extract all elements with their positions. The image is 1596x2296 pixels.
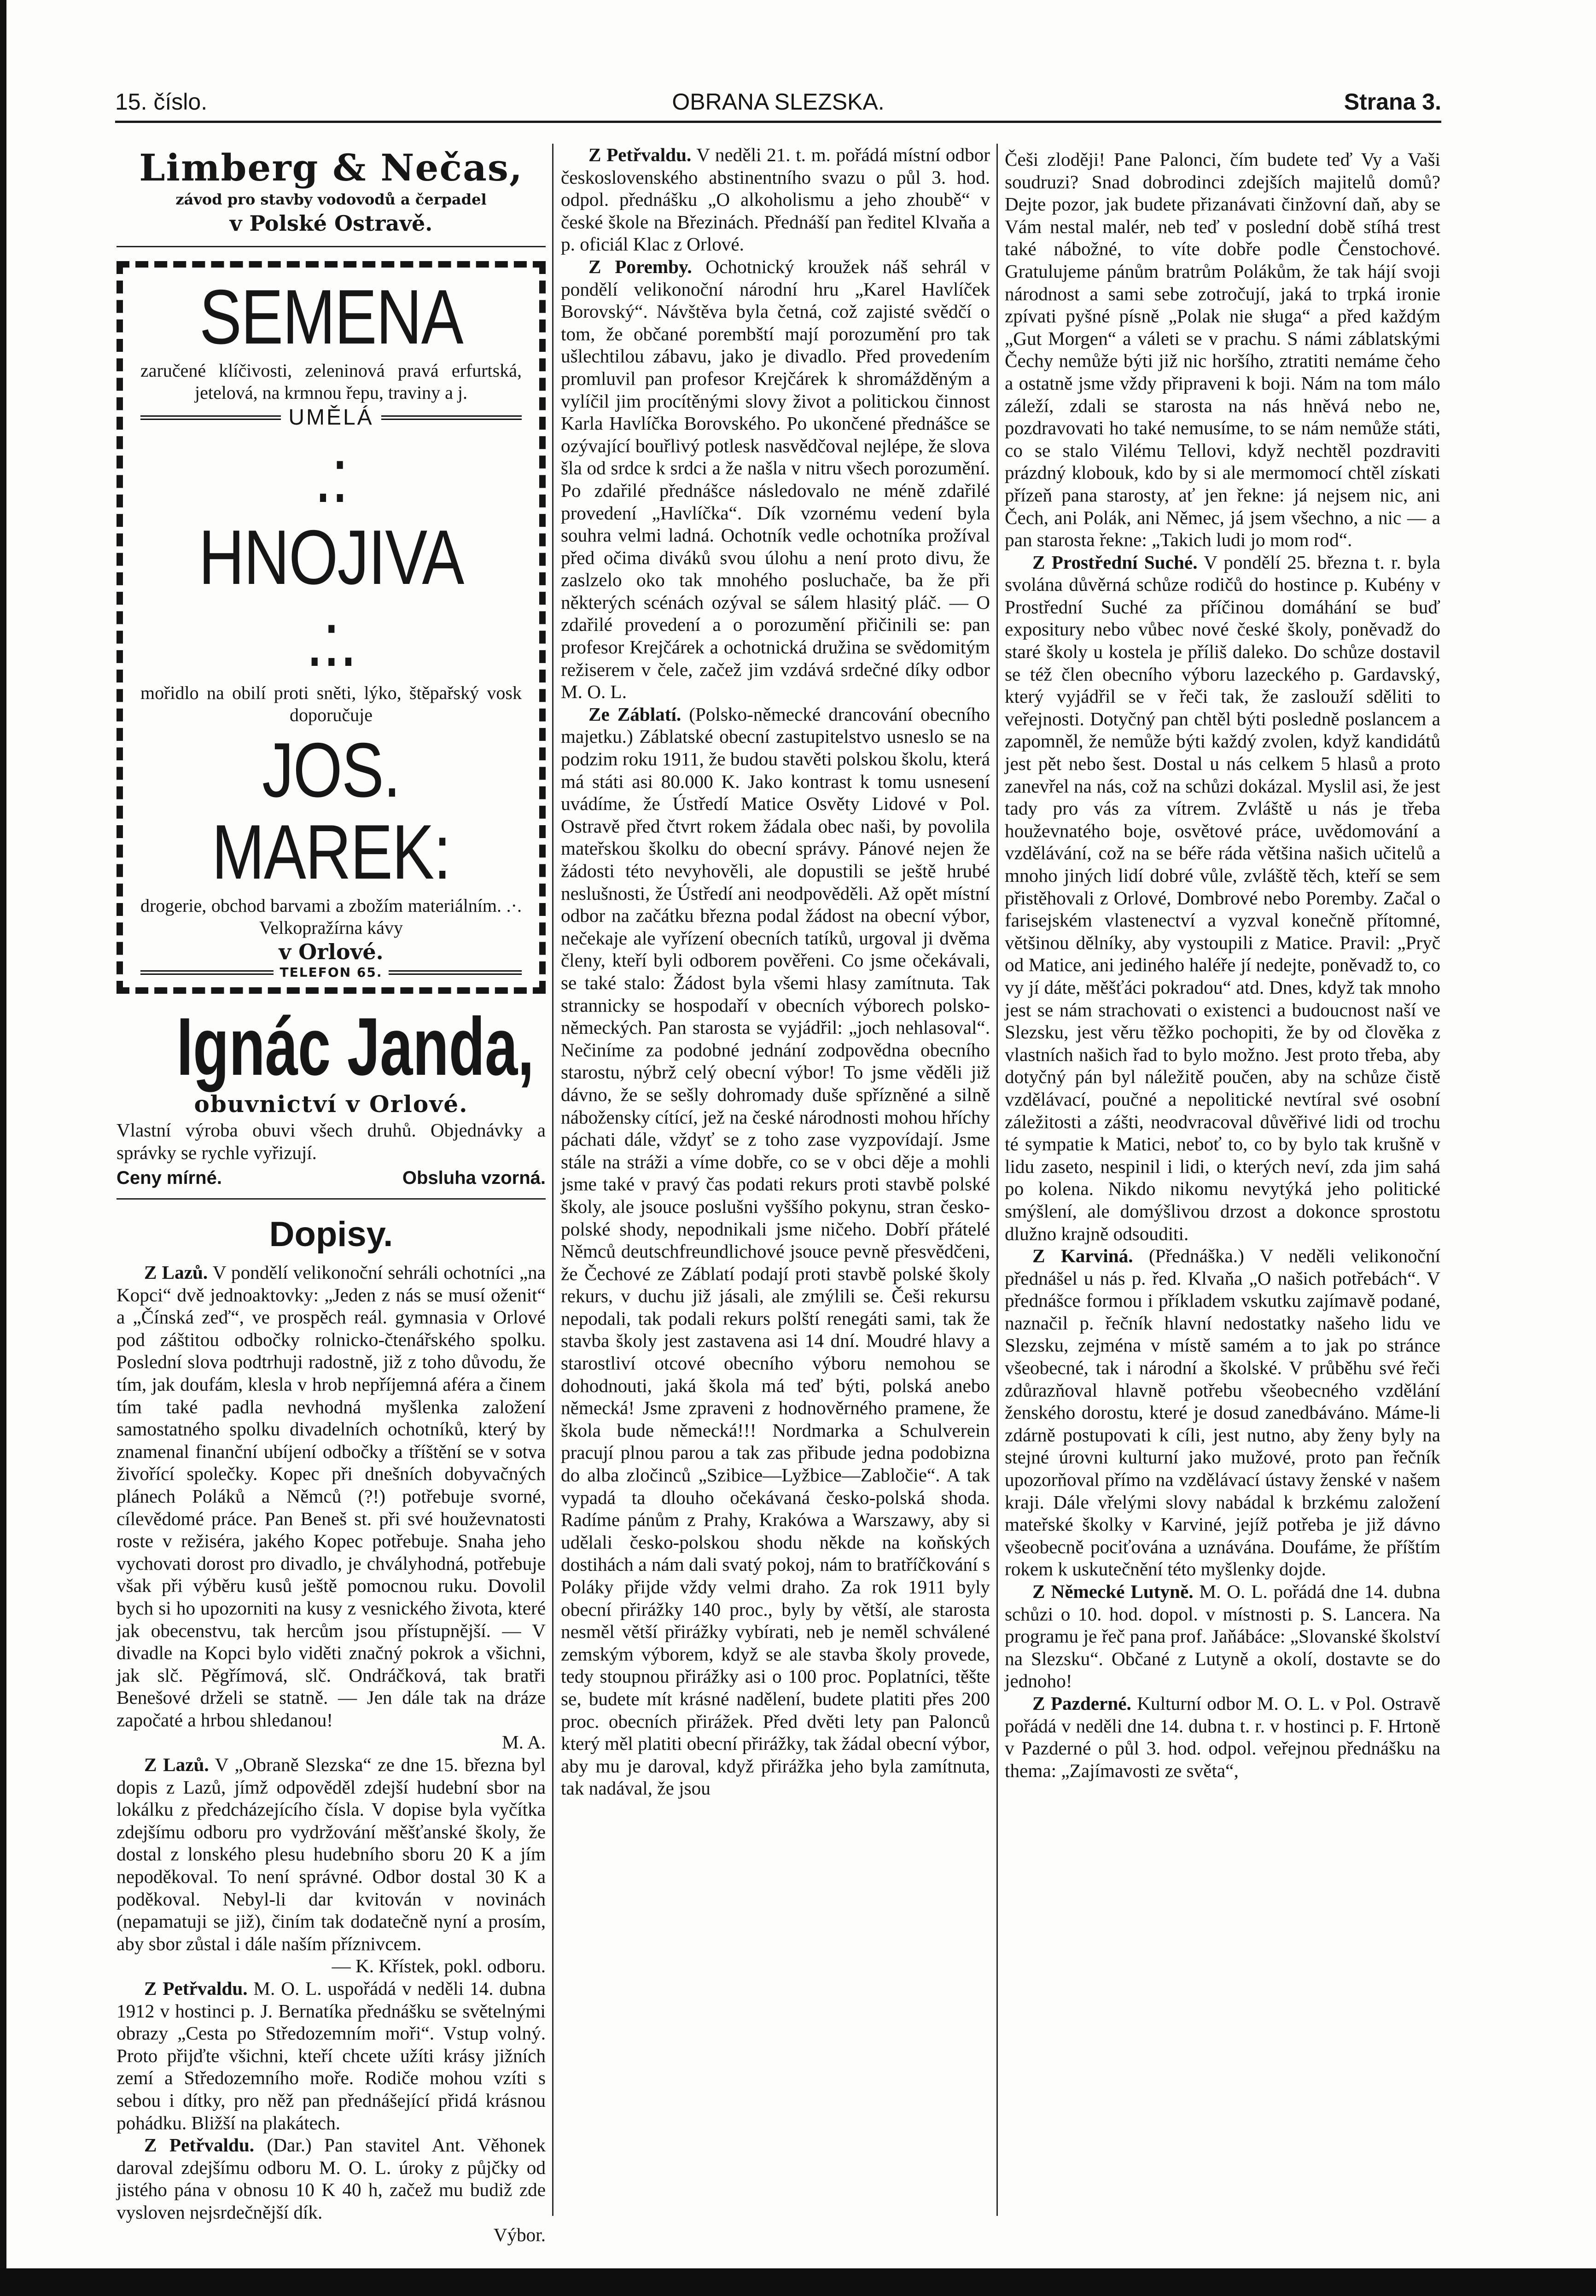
article-body — [561, 144, 990, 256]
article-text: M. O. L. pořádá dne 14. dubna schůzi o 10. hod. dopol. v místnosti p. S. Lancera. Na programu je řeč pana prof. Jaňábáce: „Slovanské školství na Slezsku“. Občané z Lutyně a okolí, dostavte se do jednoho! — [1005, 1581, 1441, 1692]
ad-janda-trade: obuvnictví v Orlové. — [194, 1090, 468, 1118]
article-place: Z Německé Lutyně. — [1032, 1581, 1194, 1602]
scan-bottom-edge — [0, 2268, 1596, 2296]
ad-marek — [116, 261, 546, 994]
article — [561, 144, 990, 256]
article-text: M. O. L. uspořádá v neděli 14. dubna 1912 v hostinci p. J. Bernatíka přednášku se světelnými obrazy „Cesta po Středozemním moři“. Vstup volný. Proto přijďte všichni, kteří chcete užíti krásy jižních zemí a Středozemního moře. Rodiče mohou vzíti s sebou i dítky, pro něž pan přednášející přidá krásnou pohádku. Bližší na plakátech. — [116, 1978, 546, 2133]
article-text: Češi zloději! Pane Palonci, čím budete teď Vy a Vaši soudruzi? Snad dobrodinci zdejších majitelů domů? Dejte pozor, jak budete přizanávati činžovní daň, aby se Vám nestal malér, neb teď v poslední době stíhá trest také nábožné, to víte dobře podle Čenstochové. Gratulujeme pánům bratrům Polákům, že tak hájí svoji národnost a sami sebe zotročují, jaká to trpká ironie zpívati pyšné písně „Polak nie sługa“ a před každým „Gut Morgen“ a váleti se v prachu. S námi záblatskými Čechy nemůže býti již nic horšího, ztratiti nemáme čeho a ostatně jsme vždy připraveni k boji. Nám na tom málo záleží, zdali se starosta na nás hněvá nebo ne, pozdravovati ho také nemusíme, to se nám nemůže státi, co se stalo Vilému Tellovi, když nechtěl pozdraviti prázdný klobouk, kdo by si ale mermomocí chtěl získati přízeň pana starosty, ať jen řekne: já nejsem nic, ani Čech, ani Polák, ani Němec, já jsem všechno, a nic — a pan starosta řekne: „Takich ludi jo mom rod“. — [1005, 149, 1440, 551]
ad-limberg-necas — [116, 146, 546, 247]
column-rule-1 — [552, 144, 553, 2216]
article-body — [1005, 1692, 1440, 1782]
article-body — [1005, 1245, 1440, 1580]
ad-firm-city: v Polské Ostravě. — [229, 211, 433, 236]
ad-artificial-text: UMĚLÁ — [288, 405, 374, 430]
article-place: Z Petřvaldu. — [144, 1978, 248, 1999]
ad-janda-service: Obsluha vzorná. — [402, 1168, 546, 1188]
ad-artificial-label — [140, 404, 522, 431]
column-left — [116, 144, 546, 2246]
article — [1005, 551, 1440, 1245]
article-body — [561, 256, 990, 703]
column-right — [1005, 148, 1440, 1782]
scan-left-edge — [0, 0, 6, 2296]
article — [1005, 1245, 1440, 1580]
article — [561, 703, 990, 1800]
article-place: Z Lazů. — [144, 1754, 209, 1776]
ad-janda-text: Vlastní výroba obuvi všech druhů. Objednávky a správky se rychle vyřizují. — [116, 1119, 546, 1163]
ad-phone-text: TELEFON 65. — [280, 965, 383, 980]
page-header — [115, 88, 1441, 117]
column-rule-2 — [996, 144, 998, 2216]
article — [116, 1261, 546, 1754]
article-place: Z Karviná. — [1032, 1245, 1133, 1267]
article-text: Ochotnický kroužek náš sehrál v pondělí velikonoční národní hru „Karel Havlíček Borovský“. Návštěva byla četná, což zajisté svědčí o tom, že občané porembští mají porozumění pro tak ušlechtilou zábavu, jako je divadlo. Před provedením promluvil pan profesor Krejčárek k shromážděným a vylíčil jim procítěnými slovy život a politickou činnost Karla Havlíčka Borovského. Po ukončené přednášce se ozývající bouřlivý potlesk nasvědčoval nejlépe, že slova šla od srdce k srdci a že našla v nitru všech porozumění. Po zdařilé přednášce následovalo ne méně zdařilé provedení „Havlíčka“. Dík vzornému vedení byla souhra velmi ladná. Ochotník vedle ochotníka prožíval před očima diváků svou úlohu a není proto divu, že zaslzelo oko tak mnohého posluchače, ba že při některých scénách ozýval se sálem hlasitý pláč. — O zdařilé provedení a o porozumění přičinili se: pan profesor Krejčárek a ochotnická družina se svědomitým režiserem v čele, začež jim vzdává srdečné díky odbor M. O. L. — [561, 256, 990, 703]
article-place: Ze Záblatí. — [588, 703, 682, 725]
ad-divider — [389, 970, 522, 975]
article-text: (Přednáška.) V neděli velikonoční přednášel u nás p. řed. Klvaňa „O našich potřebách“. V přednášce formou i příkladem vskutku zajímavě podané, naznačil p. řečník hlavní nedostatky našeho lidu ve Slezsku, zejména v místě samém a to jak po stránce všeobecné, tak i národní a školské. V průběhu své řeči zdůrazňoval hlavně potřebu všeobecného vzdělání ženského dorostu, které je dosud zanedbáváno. Máme-li zdárně postupovati k cíli, jest nutno, aby ženy byly na stejné úrovni kulturní jako mužové, proto pan řečník upozorňoval přímo na vzdělávací ústavy ženské v našem kraji. Dále vřelými slovy nabádal k brzkému založení mateřské školky v Karviné, jejíž potřeba je již dávno všeobecně pociťována a uznávána. Doufáme, že příštím rokem k uskutečnění této myšlenky dojde. — [1005, 1245, 1441, 1580]
ad-seeds-text: zaručené klíčivosti, zeleninová pravá erfurtská, jetelová, na krmnou řepu, traviny a j. — [140, 360, 522, 403]
ad-phone — [140, 965, 522, 980]
ad-firm-name: Limberg & Nečas, — [139, 146, 523, 189]
article-signature: — K. Křístek, pokl. odboru. — [332, 1955, 546, 1977]
page-number: Strana 3. — [1344, 89, 1441, 115]
article — [1005, 1692, 1440, 1782]
ad-shop-text: drogerie, obchod barvami a zbožím materiálním. .·. Velkopražírna kávy — [140, 895, 522, 938]
article — [561, 256, 990, 703]
newspaper-title: OBRANA SLEZSKA. — [672, 89, 885, 115]
section-title: Dopisy. — [269, 1215, 393, 1254]
article-text: (Dar.) Pan stavitel Ant. Věhonek daroval zdejšímu odboru M. O. L. úroky z půjčky od jistého pána v obnosu 10 K 40 h, začež mu budiž zde vysloven nejsrdečnější dík. — [116, 2134, 546, 2223]
ad-janda-prices: Ceny mírné. — [116, 1168, 222, 1188]
header-rule — [115, 121, 1441, 123]
article-body — [116, 1261, 546, 1731]
article-text: V pondělí 25. března t. r. byla svolána důvěrná schůze rodičů do hostince p. Kubény v Prostřední Suché za příčinou domáhání se buď expositury nebo vůbec nové české školy, poněvadž do staré školy u kostela je příliš daleko. Do schůze dostavil se též člen obecního výboru lazeckého p. Gardavský, který vyjádřil se v řeči tak, že zaslouží sděliti to veřejnosti. Dotyčný pan chtěl býti posledně poslancem a zapomněl, že nemůže býti každý zvolen, když kandidátů jest pět nebo šest. Dostal u nás celkem 5 hlasů a proto zanevřel na nás, což na schůzi dokázal. Myslil asi, že jest tady pro vás za vítrem. Zvláště u nás je třeba houževnatého boje, osvětové práce, uvědomování a vzdělávání, což na se béře ráda většina našich učitelů a mnoho jiných lidí dobré vůle, zvláště těch, kteří se sem přistěhovali z Orlové, Dombrové nebo Poremby. Začal o farisejském vlastenectví a vyzval konečně přítomné, většinou dělníky, aby vystoupili z Matice. Pravil: „Pryč od Matice, ani jediného haléře jí nedejte, poněvadž to, co vy jí dáte, měšťáci pokradou“ atd. Dnes, když tak mnoho jest se nám strachovati o existenci a budoucnost naší ve Slezsku, jest věru těžko pochopiti, že by od člověka z vlastních našich řad to bylo možno. Jest proto třeba, aby dotyčný pán byl náležitě poučen, aby na schůze čistě vzdělávací, poučné a nepolitické nevtíral své osobní záležitosti a zášti, neodvracoval důvěřivé lidi od trochu té sympatie k Matici, neboť to, co by bylo tak krušně v lidu zaseto, nespinil i lidi, o kterých neví, zda jim sahá po kolena. Nikdo nikomu nevytýká jeho politické smýšlení, ale domýšlivou drzost a dokonce sprostotu dlužno krajně odsouditi. — [1005, 551, 1440, 1244]
article-place: Z Petřvaldu. — [588, 144, 692, 165]
ad-divider — [381, 415, 522, 420]
article-body — [1005, 1580, 1440, 1692]
article-text: (Polsko-německé drancování obecního majetku.) Záblatské obecní zastupitelstvo usneslo se na podzim roku 1911, že budou stavěti polskou školu, která má státi asi 80.000 K. Jako kontrast k tomu usnesení uvádíme, že Ústředí Matice Osvěty Lidové v Pol. Ostravě před čtvrt rokem žádala obec naši, by povolila mateřskou školku do obecní správy. Pánové nejen že žádosti této nevyhověli, ale dopustili se ještě hrubé neslušnosti, že Ústředí ani neodpověděli. Až opět místní odbor na začátku března podal žádost na obecní výbor, nečekaje ale vyřízení obecních tatíků, urgoval ji dvěma členy, kteří byli odborem pověřeni. Co jsme očekávali, se také stalo: Žádost byla všemi hlasy zamítnuta. Tak strannicky se hospodaří v obecních výborech polsko-německých. Pan starosta se vyjádřil: „joch nehlasoval“. Nečiníme za podobné jednání zodpovědna obecního starostu, nýbrž celý obecní výbor! To jsme věděli již dávno, že se sešly dohromady duše spřízněné a silně nábožensky cítící, jež na české národnosti mohou hříchy páchati dále, vždyť se z toho zase vyzpovídají. Jsme stále na stráži a víme dobře, co se v obci děje a mohli jsme také v pravý čas podati rekurs proti stavbě polské školy, ale jsouce poslušni vyššího pokynu, stran česko-polské shody, nepodnikali jsme ničeho. Dobří přátelé Němců deutschfreundlichové jsouce pevně přesvědčeni, že Čechové ze Záblatí podají proti stavbě polské školy rekurs, v duchu již jásali, ale zmýlili se. Češi rekursu nepodali, tak podali rekurs polští renegáti sami, tak že stavba školy jest zastavena asi 14 dní. Moudré hlavy a starostliví otcové obecního výboru nemohou se dohodnouti, jaká škola má teď býti, polská anebo německá! Jsme zpraveni z hodnověrného pramene, že škola bude německá!!! Nordmarka a Schulverein pracují plnou parou a tak zas přibude jedna podobizna do alba zločinců „Szibice—Lyžbice—Zabločie“. A tak vypadá ta dlouho očekávaná česko-polská shoda. Radíme pánům z Prahy, Krakówa a Warszawy, aby si udělali česko-polskou shodu někde na koňských dostihách a nám dali svatý pokoj, nám to bratříčkování s Poláky přijde vždy velmi draho. Za rok 1911 byly obecní přirážky 140 proc., byly by větší, ale starosta nesměl větší přirážky vybírati, neb je neměl schválené zemským výborem, když se ale stavba školy provede, tedy stoupnou přirážky asi o 100 proc. Poplatníci, těšte se, budete mít krásné nadělení, budete platiti přes 200 proc. obecních přirážek. Před dvěti lety pan Palonců který měl platiti obecní přirážky, tak žádal obecní výbor, aby mu je daroval, když přirážka jeho byla zamítnuta, tak nadával, že jsou — [561, 703, 990, 1799]
article-body — [1005, 551, 1440, 1245]
ad-divider — [140, 970, 274, 975]
ad-seeds-title: SEMENA — [199, 274, 463, 360]
article-signature: Výbor. — [493, 2224, 546, 2245]
article-body — [561, 703, 990, 1800]
article-place: Z Lazů. — [144, 1262, 208, 1283]
article — [116, 1754, 546, 1977]
ad-janda-name: Ignác Janda, — [176, 1001, 534, 1092]
ad-firm-line: závod pro stavby vodovodů a čerpadel — [175, 191, 487, 208]
article-place: Z Petřvaldu. — [144, 2134, 255, 2156]
article — [116, 1977, 546, 2134]
article-text: V neděli 21. t. m. pořádá místní odbor československého abstinentního svazu o půl 3. hod. odpol. přednášku „O alkoholismu a jeho zhoubě“ v české škole na Březinách. Přednáší pan ředitel Klvaňa a p. oficiál Klac z Orlové. — [561, 144, 990, 255]
ad-fertilizer-text: mořidlo na obilí proti sněti, lýko, štěpařský vosk doporučuje — [140, 682, 522, 725]
ad-janda-footer — [116, 1166, 546, 1190]
article-place: Z Pazderné. — [1032, 1692, 1131, 1714]
article-body — [116, 2134, 546, 2223]
column-middle — [561, 144, 990, 1800]
article — [116, 2134, 546, 2246]
ad-janda — [116, 1001, 546, 1200]
article-place: Z Poremby. — [588, 256, 692, 277]
article-signature: M. A. — [502, 1731, 546, 1753]
article-text: V pondělí velikonoční sehráli ochotníci „na Kopci“ dvě jednoaktovky: „Jeden z nás se musí oženit“ a „Čínská zeď“, ve prospěch reál. gymnasia v Orlové pod záštitou odbočky rolnicko-čtenářského spolku. Poslední slova podtrhuji radostně, již z toho důvodu, že tím, jak doufám, klesla v hrob nepříjemná aféra a činem tím také padla nevhodná myšlenka založení samostatného spolku divadelních ochotníků, který by znamenal finanční ubíjení odbočky a tříštění se v sotva živořící společky. Kopec při dnešních dobyvačných plánech Poláků a Němců (?!) potřebuje svorné, cílevědomé práce. Pan Beneš st. při své houževnatosti roste v režiséra, jakého Kopec potřebuje. Snaha jeho vychovati dorost pro divadlo, je chvályhodná, potřebuje však při výběru kusů ještě pomocnou ruku. Dovolil bych si ho upozorniti na kusy z vesnického života, které jak obecenstvu, tak hercům jsou přístupnější. — V divadle na Kopci bylo viděti značný pokrok a všichni, jak slč. Pěgřímová, slč. Ondráčková, tak bratři Benešové drželi se statně. — Jen dále tak na dráze započaté a hrbou shledanou! — [116, 1262, 546, 1731]
issue-number: 15. číslo. — [115, 89, 208, 115]
article-body — [116, 1977, 546, 2134]
article-text: V „Obraně Slezska“ ze dne 15. března byl dopis z Lazů, jímž odpověděl zdejší hudební sbor na lokálku z předcházejícího čísla. V dopise byla vyčítka zdejšímu odboru pro vydržování měšťanské školy, že dostal z lonského plesu hudebního sboru 20 K a jím nepoděkoval. To není správné. Odbor dostal 30 K a poděkoval. Nebyl-li dar kvitován v novinách (nepamatuji se již), činím tak dodatečně nyní a prosím, aby sbor zůstal i dále naším příznivcem. — [116, 1754, 546, 1954]
ad-owner-name: JOS. MAREK: — [211, 727, 451, 895]
article — [1005, 1580, 1440, 1692]
article — [1005, 148, 1440, 551]
article-body — [1005, 148, 1440, 551]
article-place: Z Prostřední Suché. — [1032, 551, 1198, 573]
article-text: Kulturní odbor M. O. L. v Pol. Ostravě pořádá v neděli dne 14. dubna t. r. v hostinci p. F. Hrtoně v Pazderné o půl 3. hod. odpol. veřejnou přednášku na thema: „Zajímavosti ze světa“, — [1005, 1692, 1441, 1781]
article-body — [116, 1754, 546, 1955]
ad-city: v Orlové. — [279, 939, 384, 964]
ad-fertilizer-title: .: HNOJIVA .:. — [198, 432, 464, 682]
ad-divider — [140, 415, 281, 420]
